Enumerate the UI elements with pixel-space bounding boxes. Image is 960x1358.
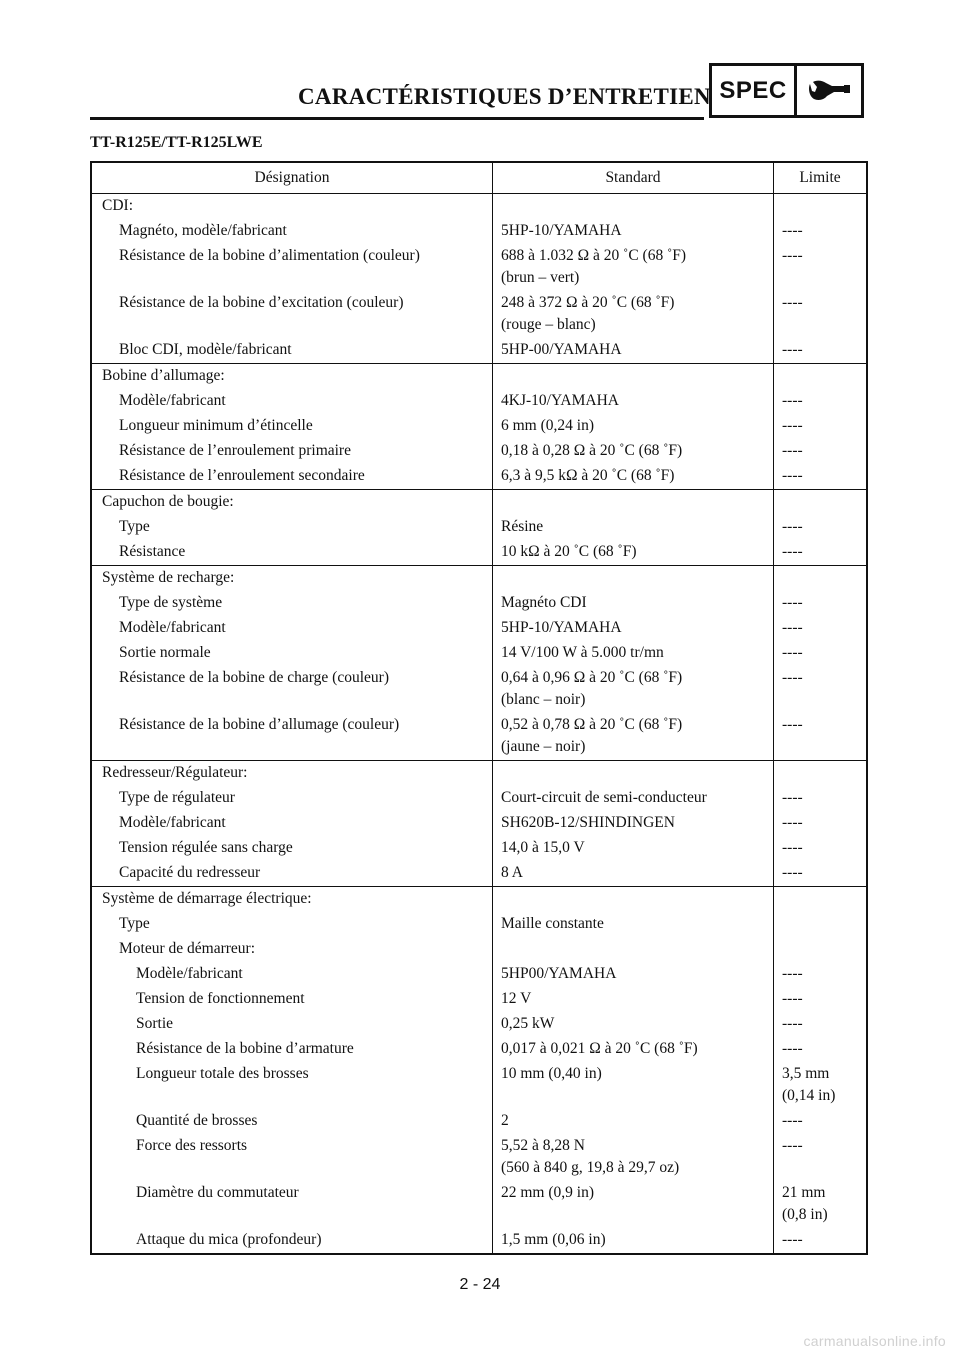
designation-cell: Résistance de la bobine de charge (couleur) <box>119 669 389 686</box>
limit-cell-line: ---- <box>782 594 803 611</box>
limit-cell <box>774 540 868 566</box>
standard-cell-line: 0,64 à 0,96 Ω à 20 ˚C (68 ˚F) <box>501 669 683 686</box>
standard-cell-line: 12 V <box>501 990 532 1007</box>
limit-cell <box>774 987 868 1012</box>
table-row <box>91 389 867 414</box>
standard-cell-line: 248 à 372 Ω à 20 ˚C (68 ˚F) <box>501 294 675 311</box>
limit-cell-line: ---- <box>782 669 803 686</box>
limit-cell <box>774 937 868 962</box>
limit-cell <box>774 490 868 516</box>
standard-cell <box>493 540 774 566</box>
standard-cell <box>493 987 774 1012</box>
standard-cell <box>493 566 774 592</box>
standard-cell <box>493 836 774 861</box>
table-row <box>91 194 867 220</box>
table-row <box>91 414 867 439</box>
table-row <box>91 1181 867 1228</box>
table-row <box>91 836 867 861</box>
designation-cell: Longueur minimum d’étincelle <box>119 417 313 434</box>
limit-cell <box>774 1037 868 1062</box>
limit-cell-line: ---- <box>782 644 803 661</box>
limit-cell <box>774 591 868 616</box>
limit-cell <box>774 414 868 439</box>
limit-cell-line: ---- <box>782 864 803 881</box>
limit-cell <box>774 861 868 887</box>
standard-cell-line: 6 mm (0,24 in) <box>501 417 594 434</box>
standard-cell-line: Magnéto CDI <box>501 594 587 611</box>
limit-cell <box>774 912 868 937</box>
standard-cell <box>493 439 774 464</box>
table-row <box>91 666 867 713</box>
designation-cell: Résistance <box>119 543 186 560</box>
designation-cell: Capacité du redresseur <box>119 864 261 881</box>
limit-cell <box>774 566 868 592</box>
limit-cell <box>774 641 868 666</box>
table-row <box>91 566 867 592</box>
standard-cell-line: Résine <box>501 518 544 535</box>
limit-cell <box>774 1062 868 1109</box>
standard-cell-line: 1,5 mm (0,06 in) <box>501 1231 606 1248</box>
standard-cell-line: (jaune – noir) <box>501 738 586 755</box>
limit-cell-line: ---- <box>782 247 803 264</box>
standard-cell <box>493 937 774 962</box>
standard-cell <box>493 364 774 390</box>
spec-label: SPEC <box>712 66 797 115</box>
limit-cell <box>774 836 868 861</box>
table-body <box>91 194 867 1255</box>
standard-cell <box>493 194 774 220</box>
limit-cell <box>774 291 868 338</box>
table-row <box>91 540 867 566</box>
limit-cell <box>774 761 868 787</box>
standard-cell <box>493 616 774 641</box>
standard-cell-line: 2 <box>501 1112 509 1129</box>
standard-cell-line: 0,18 à 0,28 Ω à 20 ˚C (68 ˚F) <box>501 442 683 459</box>
standard-cell-line: (blanc – noir) <box>501 691 586 708</box>
limit-cell-line: ---- <box>782 417 803 434</box>
designation-cell: Résistance de la bobine d’excitation (couleur) <box>119 294 404 311</box>
standard-cell-line: 688 à 1.032 Ω à 20 ˚C (68 ˚F) <box>501 247 687 264</box>
designation-cell: Sortie normale <box>119 644 211 661</box>
standard-cell-line: (brun – vert) <box>501 269 580 286</box>
designation-cell: Attaque du mica (profondeur) <box>136 1231 322 1248</box>
limit-cell-line: ---- <box>782 619 803 636</box>
designation-cell: Bloc CDI, modèle/fabricant <box>119 341 292 358</box>
limit-cell-line: ---- <box>782 839 803 856</box>
standard-cell-line: 5,52 à 8,28 N <box>501 1137 585 1154</box>
limit-cell-line: ---- <box>782 716 803 733</box>
limit-cell <box>774 389 868 414</box>
limit-cell-line: ---- <box>782 467 803 484</box>
standard-cell <box>493 811 774 836</box>
designation-cell: Modèle/fabricant <box>119 392 226 409</box>
standard-cell <box>493 861 774 887</box>
standard-cell <box>493 761 774 787</box>
limit-cell <box>774 439 868 464</box>
watermark: carmanualsonline.info <box>803 1333 946 1349</box>
page-title: CARACTÉRISTIQUES D’ENTRETIEN <box>298 84 711 109</box>
standard-cell-line: 0,25 kW <box>501 1015 555 1032</box>
standard-cell <box>493 1228 774 1254</box>
limit-cell <box>774 1134 868 1181</box>
table-header-row <box>91 162 867 194</box>
limit-cell <box>774 1109 868 1134</box>
standard-cell <box>493 912 774 937</box>
standard-cell <box>493 1037 774 1062</box>
standard-cell <box>493 1134 774 1181</box>
limit-cell-line: 3,5 mm <box>782 1065 830 1082</box>
limit-cell <box>774 338 868 364</box>
designation-cell: Système de recharge: <box>91 566 493 592</box>
standard-cell-line: 0,52 à 0,78 Ω à 20 ˚C (68 ˚F) <box>501 716 683 733</box>
limit-cell <box>774 464 868 490</box>
column-header-limit: Limite <box>774 162 868 194</box>
limit-cell <box>774 1012 868 1037</box>
designation-cell: Magnéto, modèle/fabricant <box>119 222 287 239</box>
table-row <box>91 937 867 962</box>
designation-cell: Sortie <box>136 1015 174 1032</box>
header-rule <box>90 117 704 120</box>
table-row <box>91 786 867 811</box>
limit-cell <box>774 786 868 811</box>
standard-cell-line: 22 mm (0,9 in) <box>501 1184 594 1201</box>
limit-cell-line: (0,8 in) <box>782 1206 828 1223</box>
standard-cell-line: (rouge – blanc) <box>501 316 596 333</box>
limit-cell-line: ---- <box>782 543 803 560</box>
designation-cell: Force des ressorts <box>136 1137 248 1154</box>
standard-cell-line: Maille constante <box>501 915 604 932</box>
column-header-designation: Désignation <box>91 162 493 194</box>
table-row <box>91 1134 867 1181</box>
standard-cell-line: SH620B-12/SHINDINGEN <box>501 814 675 831</box>
table-row <box>91 490 867 516</box>
standard-cell <box>493 713 774 761</box>
designation-cell: Tension de fonctionnement <box>136 990 305 1007</box>
table-row <box>91 1037 867 1062</box>
table-row <box>91 1109 867 1134</box>
designation-cell: Résistance de l’enroulement secondaire <box>119 467 365 484</box>
standard-cell <box>493 338 774 364</box>
standard-cell-line: 14,0 à 15,0 V <box>501 839 585 856</box>
standard-cell <box>493 666 774 713</box>
standard-cell <box>493 244 774 291</box>
table-row <box>91 515 867 540</box>
table-row <box>91 713 867 761</box>
limit-cell <box>774 887 868 913</box>
designation-cell: Type <box>119 915 150 932</box>
standard-cell-line: Court-circuit de semi-conducteur <box>501 789 707 806</box>
standard-cell <box>493 414 774 439</box>
table-row <box>91 641 867 666</box>
limit-cell-line: ---- <box>782 1040 803 1057</box>
standard-cell-line: 6,3 à 9,5 kΩ à 20 ˚C (68 ˚F) <box>501 467 675 484</box>
limit-cell-line: ---- <box>782 1231 803 1248</box>
standard-cell-line: 8 A <box>501 864 523 881</box>
standard-cell-line: 5HP-10/YAMAHA <box>501 619 622 636</box>
standard-cell-line: 5HP00/YAMAHA <box>501 965 617 982</box>
standard-cell <box>493 291 774 338</box>
designation-cell: Type <box>119 518 150 535</box>
standard-cell <box>493 1109 774 1134</box>
designation-cell: Modèle/fabricant <box>119 619 226 636</box>
limit-cell-line: ---- <box>782 222 803 239</box>
limit-cell <box>774 616 868 641</box>
limit-cell-line: ---- <box>782 392 803 409</box>
table-row <box>91 912 867 937</box>
designation-cell: Résistance de la bobine d’alimentation (couleur) <box>119 247 420 264</box>
table-row <box>91 887 867 913</box>
standard-cell-line: 5HP-00/YAMAHA <box>501 341 622 358</box>
limit-cell-line: ---- <box>782 789 803 806</box>
table-row <box>91 811 867 836</box>
limit-cell <box>774 666 868 713</box>
standard-cell-line: 10 kΩ à 20 ˚C (68 ˚F) <box>501 543 637 560</box>
standard-cell <box>493 887 774 913</box>
standard-cell-line: 10 mm (0,40 in) <box>501 1065 602 1082</box>
designation-cell: Capuchon de bougie: <box>91 490 493 516</box>
table-row <box>91 464 867 490</box>
standard-cell <box>493 786 774 811</box>
standard-cell <box>493 641 774 666</box>
table-row <box>91 761 867 787</box>
designation-cell: Modèle/fabricant <box>136 965 243 982</box>
table-row <box>91 962 867 987</box>
designation-cell: Diamètre du commutateur <box>136 1184 299 1201</box>
limit-cell-line: ---- <box>782 341 803 358</box>
designation-cell: Bobine d’allumage: <box>91 364 493 390</box>
designation-cell: Tension régulée sans charge <box>119 839 293 856</box>
limit-cell <box>774 962 868 987</box>
designation-cell: Modèle/fabricant <box>119 814 226 831</box>
limit-cell <box>774 811 868 836</box>
standard-cell <box>493 1062 774 1109</box>
table-row <box>91 439 867 464</box>
limit-cell <box>774 713 868 761</box>
page-number: 2 - 24 <box>459 1276 501 1293</box>
designation-cell: CDI: <box>91 194 493 220</box>
standard-cell <box>493 962 774 987</box>
limit-cell <box>774 244 868 291</box>
table-row <box>91 1228 867 1254</box>
limit-cell-line: 21 mm <box>782 1184 826 1201</box>
designation-cell: Longueur totale des brosses <box>136 1065 309 1082</box>
spec-table <box>90 161 868 1255</box>
designation-cell: Quantité de brosses <box>136 1112 258 1129</box>
designation-cell: Type de régulateur <box>119 789 235 806</box>
table-row <box>91 1062 867 1109</box>
standard-cell <box>493 1181 774 1228</box>
table-row <box>91 219 867 244</box>
limit-cell-line: ---- <box>782 990 803 1007</box>
designation-cell: Redresseur/Régulateur: <box>91 761 493 787</box>
designation-cell: Résistance de la bobine d’allumage (couleur) <box>119 716 400 733</box>
limit-cell-line: ---- <box>782 518 803 535</box>
standard-cell-line: 0,017 à 0,021 Ω à 20 ˚C (68 ˚F) <box>501 1040 698 1057</box>
table-row <box>91 987 867 1012</box>
limit-cell-line: ---- <box>782 814 803 831</box>
wrench-icon <box>797 66 861 115</box>
table-row <box>91 616 867 641</box>
designation-cell: Système de démarrage électrique: <box>91 887 493 913</box>
table-row <box>91 1012 867 1037</box>
model-heading: TT-R125E/TT-R125LWE <box>90 134 263 151</box>
table-row <box>91 861 867 887</box>
table-row <box>91 591 867 616</box>
limit-cell-line: ---- <box>782 1112 803 1129</box>
limit-cell <box>774 194 868 220</box>
standard-cell-line: 4KJ-10/YAMAHA <box>501 392 619 409</box>
table-row <box>91 338 867 364</box>
designation-cell: Type de système <box>119 594 223 611</box>
limit-cell-line: ---- <box>782 294 803 311</box>
designation-cell: Résistance de l’enroulement primaire <box>119 442 351 459</box>
standard-cell-line: 14 V/100 W à 5.000 tr/mn <box>501 644 664 661</box>
limit-cell <box>774 219 868 244</box>
limit-cell <box>774 1181 868 1228</box>
table-row <box>91 364 867 390</box>
limit-cell-line: ---- <box>782 442 803 459</box>
table-row <box>91 244 867 291</box>
standard-cell <box>493 219 774 244</box>
table-row <box>91 291 867 338</box>
column-header-standard: Standard <box>493 162 774 194</box>
standard-cell <box>493 464 774 490</box>
limit-cell <box>774 1228 868 1254</box>
limit-cell-line: (0,14 in) <box>782 1087 836 1104</box>
limit-cell-line: ---- <box>782 965 803 982</box>
limit-cell-line: ---- <box>782 1015 803 1032</box>
standard-cell <box>493 591 774 616</box>
spec-badge <box>709 63 864 118</box>
standard-cell <box>493 389 774 414</box>
designation-cell: Moteur de démarreur: <box>119 940 255 957</box>
limit-cell <box>774 515 868 540</box>
standard-cell <box>493 1012 774 1037</box>
limit-cell-line: ---- <box>782 1137 803 1154</box>
standard-cell <box>493 490 774 516</box>
limit-cell <box>774 364 868 390</box>
standard-cell-line: (560 à 840 g, 19,8 à 29,7 oz) <box>501 1159 680 1176</box>
designation-cell: Résistance de la bobine d’armature <box>136 1040 354 1057</box>
standard-cell-line: 5HP-10/YAMAHA <box>501 222 622 239</box>
standard-cell <box>493 515 774 540</box>
